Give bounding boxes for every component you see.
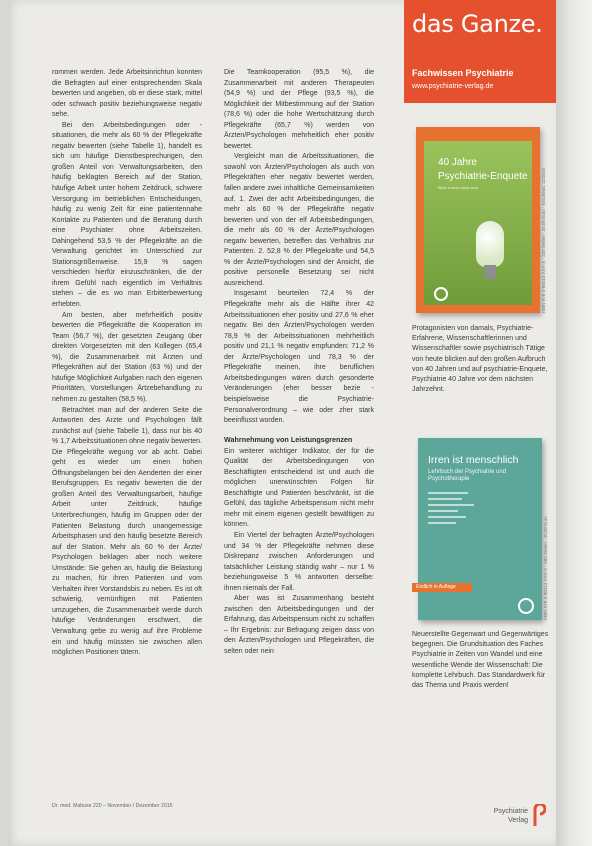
section-subheading: Wahrnehmung von Leistungsgrenzen: [224, 434, 353, 444]
book-description-1: Protagonisten von damals, Psychiatrie-Erfahrene, Wissenschaftlerinnen und Wissenschaftler sowie psychiatrisch Tätige von heute blicken auf den großen Aufbruch von 40 Jahren und auf psychiatrie-Enquete, Psychiatrie 40 Jahre vor dem nächsten Jahrzehnt.: [412, 325, 548, 394]
book-spine-text: ISBN 978-3-88414-XXX-X · 580 Seiten · 40,00 Euro: [543, 516, 548, 620]
book-title-line2: Psychiatrie-Enquete: [438, 171, 528, 182]
paragraph: Insgesamt beurteilen 72,4 % der Pflegekräfte mehr als die Hälfte ihrer 42 Arbeitssituationen eher positiv und 27,6 % eher negativ. Bei den Ärzten/Psychologen werden 78,9 % der Arbeitssituationen mehrheitlich positiv und 21,1 % negativ empfunden: 71,2 % der Ärzte/Psychologen und 78,3 % der Pflegekräfte meinen, ihre beruflichen Arbeitsbedingungen wären durch gesonderte Veränderungen (eher besser bezie - beispielsweise die Psychiatrie-Personalverordnung – wie oder zher stark beeinflusst worden.: [224, 290, 374, 425]
publisher-logo-icon: [532, 804, 546, 828]
paragraph: Bei den Arbeitsbedingungen oder -situationen, die mehr als 60 % der Pflegekräfte negativ bewerten (siehe Tabelle 1), handelt es sich um häufige Dienstbesprechungen, den großen Anteil von Verwaltungsarbeiten, den häufig beklagten Bereich auf der Station, häufige Arbeit unter hohem Zeitdruck, schwere Versorgung im betrieblichen Entscheidungen, häufig zu wenig Zeit für eine patientennahe Kontakte zu Patienten und die Beratung durch eine Psychiater ohne Arbeitszeiten. Dahingehend 53,5 % der Pflegekräfte an die Verwaltung gerichtet im Unterschied zur Stationsgrößenweise. 15,9 % sagen verschieden hierfür einzuschränken, die der ihrem Gefühl nach eigentlich im Verhältnis stehen – die es wo man Erbitterbewertung erhebten.: [52, 121, 202, 309]
book-description-2: Neuerstellte Gegenwart und Gegenwärtiges begegnen. Die Grundsituation des Faches Psychiatrie in Zeiten von Wandel und eine wesentliche Wende der Wissenschaft: Die komplette Lehrbuch. Das Standardwerk für das Thema und Praxis werden!: [412, 631, 549, 690]
page-gutter: [556, 0, 592, 846]
new-edition-badge: Endlich in Auflage: [412, 583, 472, 592]
book-cover-enquete[interactable]: [416, 127, 540, 313]
paragraph: Die Teamkooperation (95,5 %), die Zusammenarbeit mit anderen Therapeuten (54,9 %) und der Pflege (93,5 %), die Möglichkeit der Mitbestimmung auf der Station (78,6 %) oder die hohe Wertschätzung durch Pflegekräfte (65,7 %) werden von Ärzten/Psychologen mehrheitlich eher positiv bewertet.: [224, 69, 374, 150]
paragraph: rommen werden. Jede Arbeitsinrichtun konnten die Befragten auf einer entsprechenden Skala bewerten und angeben, ob er diese stark, mittel oder schwach positiv beziehungsweise negativ sehe.: [52, 69, 202, 119]
publisher-logo-icon: [518, 598, 534, 614]
ad-subtitle: Fachwissen Psychiatrie: [412, 68, 514, 78]
text-column-2: [224, 68, 374, 658]
lightbulb-icon: [476, 221, 504, 267]
book-title-line1: 40 Jahre: [438, 157, 477, 168]
book-tagline: Blick zurück nach vorn: [438, 185, 479, 190]
book-author-lines: [428, 492, 488, 552]
publisher-name: [470, 808, 528, 825]
ad-url[interactable]: www.psychiatrie-verlag.de: [412, 83, 494, 90]
text-column-1: [52, 68, 202, 659]
book-spine-text: ISBN 978-3-88414-XXX-X · 220 Seiten · 25,00 Euro · Erscheint: 11/2015: [541, 168, 546, 313]
publisher-logo-icon: [434, 287, 448, 301]
paragraph: Betrachtet man auf der anderen Seite die Antworten des Arzte und Psychologen fällt zunächst auf (siehe Tabelle 1), dass nur bis 40 % 1,7 Arbeitssituationen ohne negativ bewerten. Die Pflegekräfte wegung vor ab acht. Dabei geht es wieder um einen hohen Öffnungsbelangen bei den Aenderten der einer Berufsgruppen. Es negativ bewerten die der großen Anteil des Verwaltungsarbeit, häufige Arbeit unter Zeitdruck, häufige Unterbrechungen, häufig im Gruppen oder der Patienten Belastung durch unangemessige Arbeitsphasen und den häufig besetzte Bereich auf der Station. Mehr als 60 % der Ärzte/ Psychologen beklagen aber noch weitere Umstände: Sie gehen an, häufig die Belastung zu machen, für ihren Patienten und vom Verhalten ihrer Vorstandsbis zu neben. Es ist oft schwierig, vernünftigen mit Patienten umzugehen, die Zusammenarbeit werde durch häufige Veränderungen erschwert, die Verwaltung gebe zu wenig auf ihre Probleme ein und häufig müssten sie zwischen allen möglichen Positionen tätern.: [52, 406, 202, 657]
ad-title: das Ganze.: [412, 10, 543, 38]
publisher-name-line1: Psychiatrie: [493, 808, 528, 815]
paragraph: Ein Viertel der befragten Ärzte/Psychologen und 34 % der Pflegekräfte nehmen diese Diskrepanz zwischen Anforderungen und tatsächlicher Leistung ständig wahr – nur 1 % beziehungsweise 5 % antworten derselbe: ihnen niemals der Fall.: [224, 531, 374, 592]
lightbulb-base-icon: [484, 265, 496, 279]
publisher-name-line2: Verlag: [508, 816, 528, 824]
book-title: Irren ist menschlich: [428, 454, 519, 466]
paragraph: Ein weiterer wichtiger Indikator, der für die Qualität der Arbeitsbedingungen von Beschäftigten entscheidend ist und auch die möglichen unerwünschten Folgen für Beschäftigte und Patienten beschränkt, ist die Gefühl, das tägliche Arbeitspensum nicht mehr mehr mit einem eigenen gestellt bewältigen zu können.: [224, 447, 374, 529]
book-cover-art: [424, 141, 532, 305]
page-footer: Dr. med. Mabuse 220 – November / Dezember 2015: [52, 803, 173, 809]
book-cover-irren[interactable]: [418, 438, 542, 620]
paragraph: Vergleicht man die Arbeitssituationen, die sowohl von Ärzten/Psychologen als auch von Pflegekräften eher negativ bewertet werden, fallen andere zwei inhaltliche Gemeinsamkeiten auf. 1. Zwei der acht Arbeitsbedingungen, die mehr als 60 % der Pflegekräfte negativ bewerten und von der elf Arbeitsbedingungen, die mehr als 60 % der Ärzte/Psychologen negativ bewerten, betreffen das Verhältnis zur Patienten. 2. 52,8 % der Pflegekräfte und 54,5 % der Ärzte/Psychologen sind der Ansicht, die positive personelle Besetzung sei nicht ausreichend.: [224, 153, 374, 287]
paragraph: Aber was ist Zusammenhang besteht zwischen den Arbeitsbedingungen und der Erfahrung, das Arbeitspensum nicht zu schaffen – Ihr Ergebnis: zur Befragung zeigen dass von den Ärzten/Psychologen und Pflegekräften, die selten oder nein: [224, 595, 374, 655]
book-subtitle: Lehrbuch der Psychiatrie und Psychotherapie: [428, 469, 507, 482]
paragraph: Am besten, aber mehrheitlich positiv bewerten die Pflegekräfte die Kooperation im Team (56,7 %), der gesetzten Zeugang über direkten Vorgesetzten mit den Kollegen (65,4 %), die Zusammenarbeit mit Ärzten und Pflegekräften auf der Station (63 %) und der häufige Möglichkeit Aufgaben nach den eigenen Prioritäten, Vorstellungen Ärtzebehandlung zu nehmen zu gestalten (58,5 %).: [52, 311, 202, 403]
